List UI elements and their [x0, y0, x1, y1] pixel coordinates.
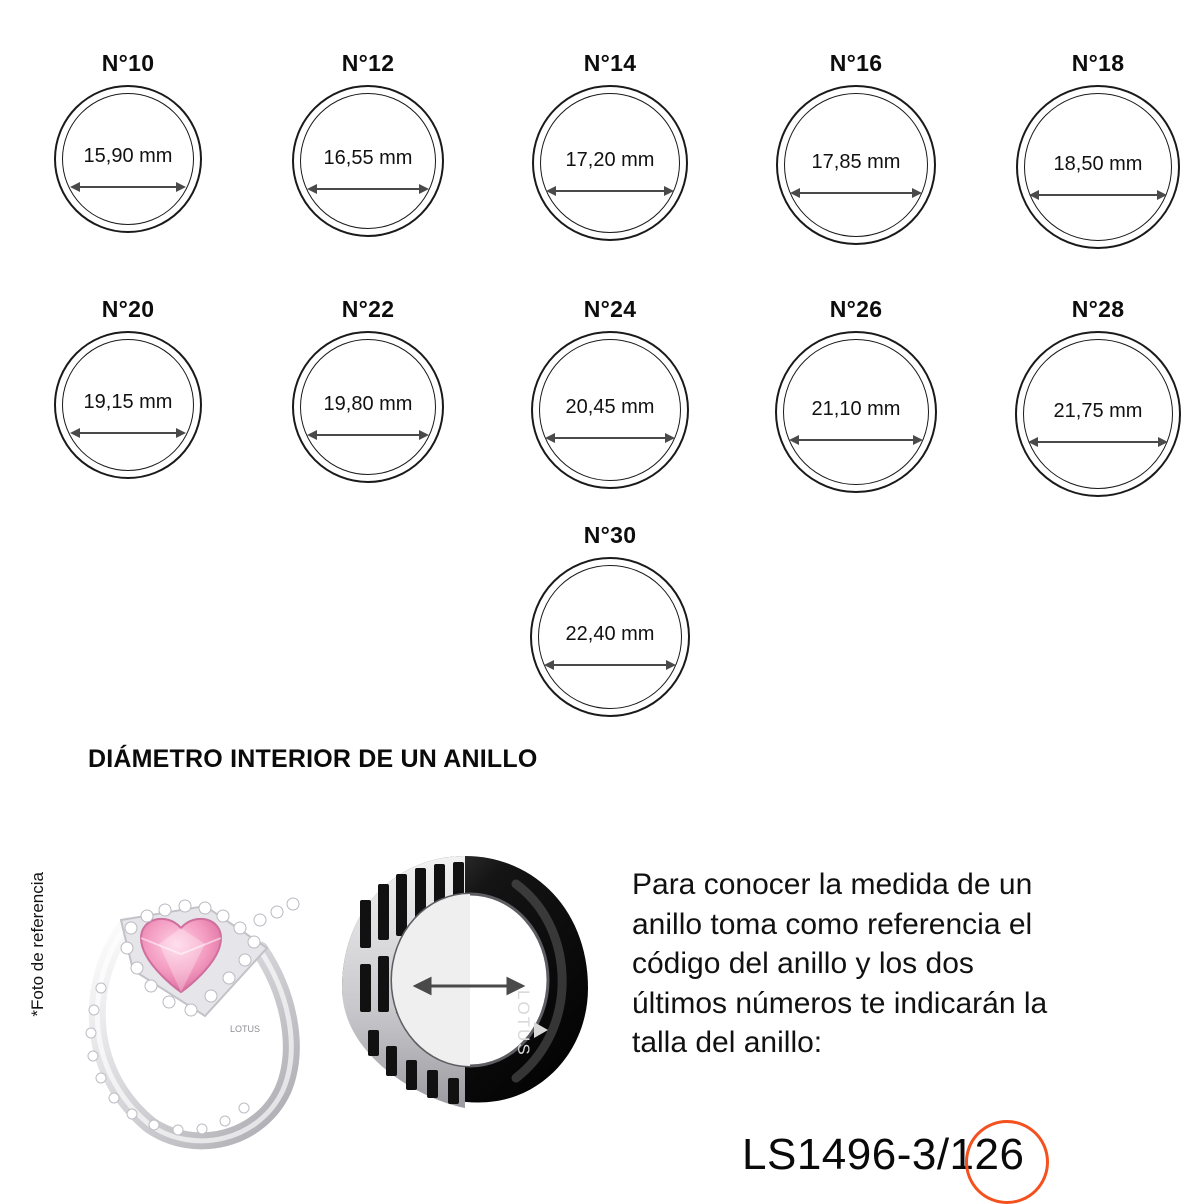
- arrow-head-left-icon: [307, 430, 317, 440]
- diameter-arrow: [790, 188, 922, 198]
- diameter-value: 17,20 mm: [565, 149, 655, 171]
- instructions-text: [632, 865, 1172, 1063]
- size-label: N°20: [101, 296, 155, 322]
- diameter-value: 21,75 mm: [1053, 400, 1143, 422]
- arrow-line: [799, 439, 913, 441]
- instructions-line-3: código del anillo y los dos: [632, 947, 974, 981]
- diameter-value: 18,50 mm: [1053, 153, 1143, 175]
- size-cell: [500, 50, 720, 260]
- arrow-head-left-icon: [70, 182, 80, 192]
- size-label: N°22: [341, 296, 395, 322]
- diameter-arrow: [307, 430, 429, 440]
- arrow-head-right-icon: [176, 182, 186, 192]
- size-cell: [258, 50, 478, 255]
- size-label: N°26: [829, 296, 883, 322]
- band-brand-text: LOTUS: [514, 990, 533, 1057]
- arrow-line: [555, 437, 665, 439]
- code-highlight-circle: [965, 1120, 1049, 1204]
- size-cell: [500, 522, 720, 737]
- arrow-head-left-icon: [546, 186, 556, 196]
- photo-reference-note: *Foto de referencia: [28, 872, 47, 1017]
- arrow-head-left-icon: [1029, 190, 1039, 200]
- size-label: N°30: [583, 522, 637, 548]
- size-cell: [746, 50, 966, 260]
- arrow-line: [80, 432, 176, 434]
- arrow-head-right-icon: [913, 435, 923, 445]
- diameter-value: 21,10 mm: [811, 398, 901, 420]
- diameter-arrow: [546, 186, 674, 196]
- arrow-line: [554, 664, 666, 666]
- product-code: LS1496-3/126: [742, 1130, 1025, 1179]
- size-cell: [500, 296, 720, 511]
- arrow-line: [80, 186, 176, 188]
- arrow-head-right-icon: [1158, 437, 1168, 447]
- diameter-arrow: [307, 184, 429, 194]
- size-cell: [258, 296, 478, 506]
- engagement-ring-photo: [55, 820, 325, 1150]
- size-cell: [988, 50, 1200, 263]
- diameter-arrow: [70, 182, 186, 192]
- size-cell: [18, 296, 238, 506]
- arrow-head-left-icon: [545, 433, 555, 443]
- size-label: N°24: [583, 296, 637, 322]
- diameter-value: 22,40 mm: [565, 623, 655, 645]
- arrow-head-left-icon: [307, 184, 317, 194]
- instructions-line-5: talla del anillo:: [632, 1026, 823, 1060]
- arrow-head-right-icon: [419, 184, 429, 194]
- diameter-value: 20,45 mm: [565, 396, 655, 418]
- arrow-head-right-icon: [419, 430, 429, 440]
- size-label: N°10: [101, 50, 155, 76]
- diameter-arrow: [545, 433, 675, 443]
- arrow-line: [317, 434, 419, 436]
- arrow-line: [1038, 441, 1158, 443]
- diameter-value: 16,55 mm: [323, 147, 413, 169]
- size-cell: [18, 50, 238, 255]
- size-label: N°18: [1071, 50, 1125, 76]
- diameter-value: 15,90 mm: [83, 145, 173, 167]
- size-label: N°12: [341, 50, 395, 76]
- arrow-line: [317, 188, 419, 190]
- diameter-arrow: [789, 435, 923, 445]
- diameter-value: 17,85 mm: [811, 151, 901, 173]
- arrow-head-right-icon: [912, 188, 922, 198]
- diameter-arrow: [70, 428, 186, 438]
- arrow-head-right-icon: [665, 433, 675, 443]
- arrow-head-left-icon: [790, 188, 800, 198]
- diameter-arrow: [1029, 190, 1167, 200]
- size-cell: [988, 296, 1200, 513]
- arrow-line: [556, 190, 664, 192]
- size-label: N°28: [1071, 296, 1125, 322]
- diameter-value: 19,80 mm: [323, 393, 413, 415]
- arrow-head-right-icon: [666, 660, 676, 670]
- instructions-line-1: Para conocer la medida de un: [632, 868, 1033, 901]
- arrow-head-right-icon: [664, 186, 674, 196]
- size-cell: [746, 296, 966, 511]
- arrow-head-left-icon: [544, 660, 554, 670]
- diameter-arrow: [544, 660, 676, 670]
- arrow-head-left-icon: [1028, 437, 1038, 447]
- size-label: N°16: [829, 50, 883, 76]
- instructions-line-2: anillo toma como referencia el: [632, 907, 1033, 941]
- arrow-head-left-icon: [789, 435, 799, 445]
- arrow-head-left-icon: [70, 428, 80, 438]
- arrow-head-right-icon: [1157, 190, 1167, 200]
- section-title: DIÁMETRO INTERIOR DE UN ANILLO: [88, 745, 538, 773]
- svg-text:LOTUS: LOTUS: [230, 1024, 261, 1034]
- size-label: N°14: [583, 50, 637, 76]
- diameter-value: 19,15 mm: [83, 391, 173, 413]
- diameter-arrow: [1028, 437, 1168, 447]
- arrow-head-right-icon: [176, 428, 186, 438]
- arrow-line: [800, 192, 912, 194]
- band-ring-photo: [320, 840, 610, 1140]
- arrow-line: [1039, 194, 1157, 196]
- instructions-line-4: últimos números te indicarán la: [632, 986, 1048, 1020]
